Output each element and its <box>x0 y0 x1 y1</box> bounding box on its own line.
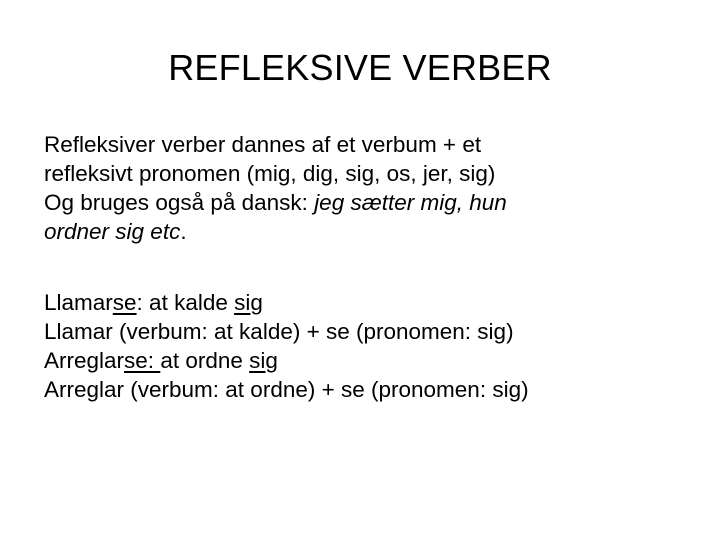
llamarse-underlined-sig: sig <box>234 290 263 315</box>
llamarse-prefix: Llamar <box>44 290 113 315</box>
example-llamarse <box>44 288 694 317</box>
intro-line-4-italic: ordner sig etc <box>44 219 181 244</box>
llamarse-underlined-se: se <box>112 290 137 315</box>
llamarse-meaning: : at kalde <box>136 290 235 315</box>
example-arreglarse <box>44 346 694 375</box>
slide-title: REFLEKSIVE VERBER <box>168 47 552 88</box>
intro-line-3-italic: jeg sætter mig, hun <box>314 190 507 215</box>
arreglarse-underlined-sig: sig <box>249 348 278 373</box>
intro-line-4-suffix: . <box>180 219 187 244</box>
intro-line-2: refleksivt pronomen (mig, dig, sig, os, jer, sig) <box>44 161 496 186</box>
intro-line-1: Refleksiver verber dannes af et verbum + et <box>44 132 482 157</box>
example-arreglar-breakdown: Arreglar (verbum: at ordne) + se (pronomen: sig) <box>44 377 529 402</box>
slide-body <box>44 130 694 404</box>
example-llamar-breakdown: Llamar (verbum: at kalde) + se (pronomen: sig) <box>44 319 514 344</box>
spacer <box>44 246 694 288</box>
arreglarse-underlined-se: se: <box>124 348 161 373</box>
arreglarse-meaning: at ordne <box>160 348 250 373</box>
intro-line-3-text: Og bruges også på dansk: <box>44 190 315 215</box>
arreglarse-prefix: Arreglar <box>44 348 125 373</box>
intro-line-4 <box>44 217 694 246</box>
intro-line-3 <box>44 188 694 217</box>
